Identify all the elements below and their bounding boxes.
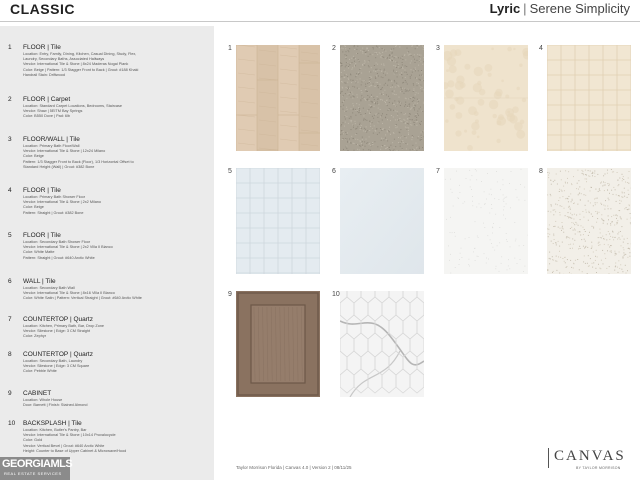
spec-detail: Color: Beige: [23, 154, 44, 159]
wood-plank-sample: [236, 45, 320, 151]
spec-detail: Pattern: 1/3 Stagger Front to Back (Floor), 1/3 Horizontal Offset to: [23, 159, 134, 164]
spec-detail: Vendor: Silestone | Edge: 3 CM Square: [23, 364, 90, 369]
spec-detail: Color: Gold: [23, 438, 43, 443]
footer-credit: Taylor Morrison Florida | Canvas 4.0 | Version 2 | 08/11/25: [236, 465, 352, 470]
speckled-quartz-sample: [547, 168, 631, 274]
spec-detail: Location: Secondary Bath Shower Floor: [23, 240, 91, 244]
spec-heading: FLOOR | Carpet: [23, 96, 71, 103]
spec-number: 3: [8, 136, 12, 143]
spec-body: [23, 390, 213, 408]
spec-body: [23, 96, 213, 120]
spec-detail: Color: Pebble White: [23, 369, 57, 374]
spec-detail: Location: Secondary Bath Wall: [23, 286, 75, 290]
brand-name: Lyric: [489, 1, 521, 16]
spec-detail: Location: Standard Carpet Locations, Bedrooms, Staircase: [23, 104, 122, 108]
spec-heading: FLOOR | Tile: [23, 187, 61, 194]
spec-detail: Handrail Stain: Driftwood: [23, 72, 65, 77]
spec-detail: Door: Barnett | Finish: Stained Almond: [23, 403, 88, 408]
spec-detail: Location: Whole House: [23, 398, 63, 402]
spec-body: [23, 136, 213, 170]
canvas-logo: [548, 446, 632, 472]
swatch-number: 6: [332, 168, 336, 175]
spec-detail: Vendor: International Tile & Stone | 12x24 Milano: [23, 149, 106, 154]
spec-detail: Vendor: International Tile & Stone | 8x16 Villa II Bianco: [23, 291, 115, 296]
spec-number: 8: [8, 351, 12, 358]
swatch-number: 10: [332, 291, 340, 298]
spec-body: [23, 420, 213, 454]
spec-detail: Vendor: Silestone | Edge: 3 CM Straight: [23, 329, 91, 334]
swatch-number: 5: [228, 168, 232, 175]
white-grid-tile-sample: [236, 168, 320, 274]
spec-detail: Vendor: International Tile & Stone | 8x24 Maderas Nogal Plank: [23, 62, 129, 67]
page-title: CLASSIC: [10, 1, 75, 17]
spec-heading: FLOOR | Tile: [23, 44, 61, 51]
spec-detail: Color: Zephyr: [23, 334, 47, 339]
spec-detail: Location: Secondary Bath, Laundry: [23, 359, 83, 363]
logo-mark: [548, 448, 551, 468]
spec-body: [23, 187, 213, 216]
spec-number: 4: [8, 187, 12, 194]
spec-detail: Location: Kitchen, Primary Bath, Bar, Drop Zone: [23, 324, 105, 328]
white-quartz-sample: [444, 168, 528, 274]
spec-detail: Color: Beige | Pattern: 1/3 Stagger Front to Back | Grout: #188 Khaki: [23, 67, 139, 72]
beige-large-tile-sample: [444, 45, 528, 151]
watermark-tagline: REAL ESTATE SERVICES: [4, 471, 62, 476]
spec-number: 6: [8, 278, 12, 285]
spec-heading: BACKSPLASH | Tile: [23, 420, 82, 427]
spec-list-panel: [0, 26, 214, 480]
spec-number: 5: [8, 232, 12, 239]
spec-body: [23, 232, 213, 261]
spec-heading: WALL | Tile: [23, 278, 56, 285]
spec-detail: Color: B550 Dove | Pad: 6lb: [23, 114, 70, 119]
spec-number: 7: [8, 316, 12, 323]
title-separator: |: [523, 1, 527, 16]
spec-detail: Vendor: Shaw | 5EITM Bay Springs: [23, 109, 83, 114]
spec-detail: Location: Primary Bath Floor/Wall: [23, 144, 80, 148]
header-divider: [0, 21, 640, 22]
spec-heading: FLOOR/WALL | Tile: [23, 136, 80, 143]
spec-detail: Pattern: Straight | Grout: #382 Bone: [23, 210, 84, 215]
spec-detail: Color: Beige: [23, 205, 44, 210]
shaker-cabinet-door-sample: [236, 291, 320, 397]
collection-name: Serene Simplicity: [529, 1, 630, 16]
carpet-sample: [340, 45, 424, 151]
spec-number: 1: [8, 44, 12, 51]
spec-detail: Location: Entry, Family, Dining, Kitchen, Casual Dining, Study, Flex,: [23, 52, 137, 56]
spec-detail: Vendor: International Tile & Stone | 10x14 Provalocycle: [23, 433, 116, 438]
swatch-number: 3: [436, 45, 440, 52]
spec-detail: Standard Height (Wall) | Grout: #382 Bone: [23, 164, 95, 169]
swatch-number: 9: [228, 291, 232, 298]
logo-tagline: BY TAYLOR MORRISON: [576, 466, 621, 470]
collection-title: [490, 1, 630, 16]
spec-detail: Color: White Satin | Pattern: Vertical Straight | Grout: #640 Arctic White: [23, 296, 142, 301]
header: [0, 0, 640, 20]
spec-heading: CABINET: [23, 390, 52, 397]
spec-detail: Laundry, Secondary Baths, Associated Hallways: [23, 57, 105, 62]
beige-mosaic-grid-sample: [547, 45, 631, 151]
spec-body: [23, 351, 213, 375]
spec-detail: Vendor: International Tile & Stone | 2x2 Villa II Bianco: [23, 245, 113, 250]
logo-wordmark: CANVAS: [554, 448, 626, 464]
spec-body: [23, 316, 213, 340]
swatch-number: 4: [539, 45, 543, 52]
swatch-number: 1: [228, 45, 232, 52]
white-tile-sample: [340, 168, 424, 274]
spec-detail: Pattern: Straight | Grout: #640 Arctic White: [23, 255, 95, 260]
spec-heading: FLOOR | Tile: [23, 232, 61, 239]
watermark-logo: GEORGIAMLS: [2, 458, 73, 470]
swatch-number: 7: [436, 168, 440, 175]
marble-hexagon-sample: [340, 291, 424, 397]
swatch-number: 2: [332, 45, 336, 52]
spec-number: 2: [8, 96, 12, 103]
spec-number: 9: [8, 390, 12, 397]
spec-detail: Vendor: International Tile & Stone | 2x2 Milano: [23, 200, 102, 205]
spec-detail: Vendor: Vertical Bevel | Grout: #640 Arctic White: [23, 443, 105, 448]
spec-body: [23, 44, 213, 78]
swatch-number: 8: [539, 168, 543, 175]
mls-watermark: [0, 457, 73, 480]
spec-heading: COUNTERTOP | Quartz: [23, 316, 93, 323]
spec-detail: Color: White Matte: [23, 250, 55, 255]
spec-detail: Location: Primary Bath Shower Floor: [23, 195, 86, 199]
spec-heading: COUNTERTOP | Quartz: [23, 351, 93, 358]
spec-detail: Location: Kitchen, Butler's Pantry, Bar: [23, 428, 87, 432]
spec-number: 10: [8, 420, 16, 427]
spec-detail: Height: Counter to Base of Upper Cabinet & Microwave/Hood: [23, 448, 127, 453]
spec-body: [23, 278, 213, 302]
